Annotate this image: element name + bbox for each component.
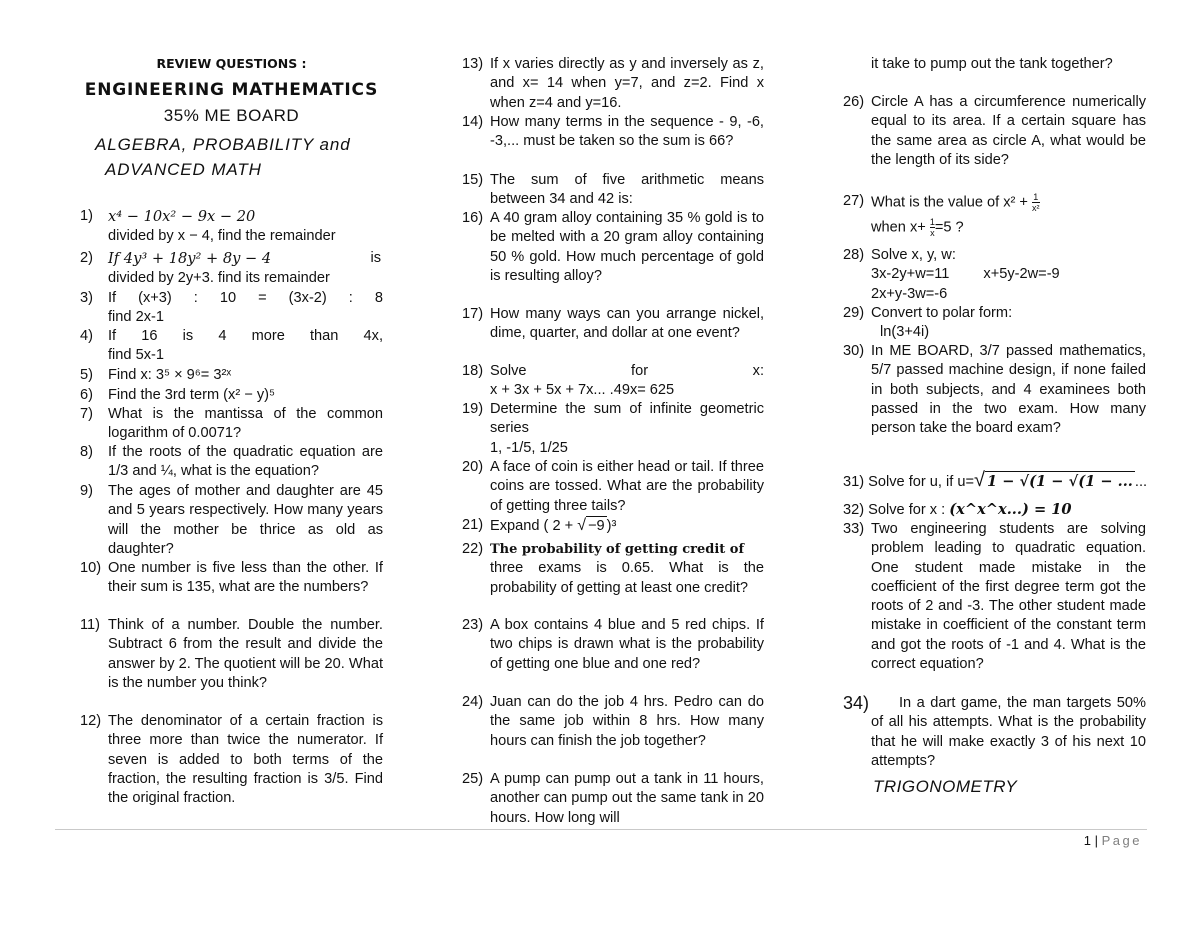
board-subtitle: 35% ME BOARD (163, 106, 300, 125)
question-11 (80, 616, 383, 693)
question-9 (80, 482, 383, 559)
question-21: 21) Expand ( 2 + √ −9 )³ (462, 516, 764, 536)
question-text: )³ (606, 518, 617, 534)
question-text: The ages of mother and daughter are 45 and 5 years respectively. How many years will the mother be thrice as old as daughter? (108, 483, 383, 557)
question-number: 15) (462, 172, 484, 188)
question-math: x⁴ − 10x² − 9x − 20 (108, 208, 256, 225)
question-26 (843, 93, 1146, 170)
question-text: find 2x-1 (108, 309, 164, 326)
question-number: 28) (843, 247, 865, 263)
fraction: $\frac{1}{x}$ (929, 217, 935, 238)
question-number: 3) (80, 290, 93, 306)
question-2 (80, 249, 383, 289)
question-number: 26) (843, 94, 865, 110)
question-text: =5 ? (934, 219, 964, 236)
question-1 (80, 207, 383, 247)
question-text: How many terms in the sequence - 9, -6, -3,... must be taken so the sum is 66? (490, 114, 764, 150)
question-number: 22) (462, 541, 484, 557)
page-number: 1 (1083, 833, 1091, 848)
question-text: In ME BOARD, 3/7 passed mathematics, 5/7 passed machine design, if none failed in both subjects, and 4 examinees both passed in the two exam. How many person take the board exam? (871, 343, 1146, 437)
page-footer (1030, 833, 1142, 848)
question-text: How many ways can you arrange nickel, dime, quarter, and dollar at one event? (490, 306, 764, 342)
question-text: divided by x − 4, find the remainder (108, 228, 336, 245)
question-number: 11) (80, 617, 101, 633)
question-number: 6) (80, 387, 93, 403)
question-number: 23) (462, 617, 484, 633)
question-text: Solve for x: (490, 363, 764, 379)
question-7 (80, 405, 383, 444)
question-25 (462, 770, 764, 828)
question-text: Solve for u, if u= (868, 474, 975, 490)
question-text: The probability of getting credit of (490, 542, 745, 557)
question-text: Circle A has a circumference numerically equal to its area. If a certain square has the same area as circle A, what would be the length of its side? (871, 94, 1146, 168)
question-16 (462, 209, 764, 286)
question-text: it take to pump out the tank together? (871, 56, 1113, 72)
sqrt-radicand: 1 − √(1 − √(1 − ... (987, 473, 1133, 490)
question-text: three exams is 0.65. What is the probability of getting at least one credit? (490, 560, 764, 596)
question-text: Solve x, y, w: (871, 247, 956, 263)
question-text: Think of a number. Double the number. Subtract 6 from the result and divide the answer by 2. The quotient will be 20. What is the number you think? (108, 617, 383, 691)
question-text: The denominator of a certain fraction is three more than twice the numerator. If seven is added to both terms of the fraction, the resulting fraction is 3/5. Find the original fraction. (108, 713, 383, 807)
question-text: Find x: 3⁵ × 9⁶= 3²ˣ (108, 367, 232, 383)
question-text: Convert to polar form: (871, 305, 1013, 321)
question-number: 31) (843, 474, 865, 490)
question-20 (462, 458, 764, 516)
question-text: when x+ (871, 219, 930, 236)
question-number: 17) (462, 306, 484, 322)
topic-heading (95, 132, 351, 182)
question-number: 25) (462, 771, 484, 787)
question-12 (80, 712, 383, 808)
question-number: 20) (462, 459, 484, 475)
question-8 (80, 443, 383, 482)
question-number: 10) (80, 560, 102, 576)
question-number: 18) (462, 363, 484, 379)
equation-2: x+5y-2w=-9 (983, 266, 1060, 283)
question-14 (462, 113, 764, 152)
question-text: A box contains 4 blue and 5 red chips. If two chips is drawn what is the probability of getting one blue and one red? (490, 617, 764, 672)
question-25-continued (843, 55, 1146, 74)
question-number: 2) (80, 250, 93, 266)
topic-line-2: ADVANCED MATH (105, 160, 262, 179)
question-text: ... (1134, 474, 1148, 490)
question-number: 30) (843, 343, 865, 359)
question-text: Determine the sum of infinite geometric series (490, 401, 764, 437)
question-5 (80, 366, 383, 385)
question-30 (843, 342, 1146, 438)
question-33 (843, 520, 1146, 674)
topic-line-1: ALGEBRA, PROBABILITY and (95, 135, 351, 154)
question-number: 4) (80, 328, 93, 344)
question-text: Expand ( 2 + (490, 518, 578, 534)
question-13 (462, 55, 764, 113)
question-math: (x^x^x...) = 10 (949, 501, 1072, 518)
question-number: 24) (462, 694, 484, 710)
question-number: 12) (80, 713, 102, 729)
question-number: 33) (843, 521, 865, 537)
question-number: 16) (462, 210, 484, 226)
question-10 (80, 559, 383, 598)
question-number: 21) (462, 517, 484, 533)
page-label: Page (1101, 833, 1142, 848)
question-text: If (x+3) : 10 = (3x-2) : 8 (108, 290, 383, 306)
question-text: If x varies directly as y and inversely as z, and x= 14 when y=7, and z=2. Find x when z=4 and y=16. (490, 56, 764, 111)
question-15 (462, 171, 764, 210)
question-3 (80, 289, 383, 328)
equation-3: 2x+y-3w=-6 (871, 285, 948, 302)
question-18 (462, 362, 764, 401)
question-text: The sum of five arithmetic means between 34 and 42 is: (490, 172, 764, 208)
question-4 (80, 327, 383, 366)
trigonometry-heading: TRIGONOMETRY (873, 777, 1018, 796)
question-text: find 5x-1 (108, 347, 164, 364)
question-number: 14) (462, 114, 484, 130)
question-number: 27) (843, 193, 865, 209)
question-27 (843, 192, 1146, 238)
question-34 (843, 694, 1146, 771)
question-23 (462, 616, 764, 674)
question-number: 29) (843, 305, 865, 321)
footer-divider (55, 829, 1147, 830)
review-heading: REVIEW QUESTIONS : (156, 56, 307, 71)
question-17 (462, 305, 764, 344)
question-text: What is the mantissa of the common logarithm of 0.0071? (108, 406, 383, 442)
question-text: If 16 is 4 more than 4x, (108, 328, 383, 344)
question-text: If the roots of the quadratic equation are 1/3 and ¼, what is the equation? (108, 444, 383, 480)
question-number: 1) (80, 208, 93, 224)
question-number: 19) (462, 401, 484, 417)
question-text: x + 3x + 5x + 7x... .49x= 625 (490, 382, 675, 399)
fraction: $\frac{1}{\text{x²}}$ (1032, 192, 1040, 213)
question-text: ln(3+4i) (880, 324, 930, 341)
question-text: Find the 3rd term (x² − y)⁵ (108, 387, 276, 403)
question-text: A 40 gram alloy containing 35 % gold is to be melted with a 20 gram alloy containing 50 % gold. How much percentage of gold is resulting alloy? (490, 210, 764, 284)
question-number: 32) (843, 502, 865, 518)
question-text: In a dart game, the man targets 50% of all his attempts. What is the probability that he will make exactly 3 of his next 10 attempts? (871, 695, 1146, 769)
equation-1: 3x-2y+w=11 (871, 266, 950, 283)
question-text: Two engineering students are solving problem leading to quadratic equation. One student made mistake in the coefficient of the first degree term got the roots of 2 and -3. The other student made mistake in coefficient of the constant term and got the roots of -1 and 4. What is the correct equation? (871, 521, 1146, 673)
question-29 (843, 304, 1146, 343)
question-text: A face of coin is either head or tail. If three coins are tossed. What are the probability of getting three tails? (490, 459, 764, 514)
question-number: 13) (462, 56, 484, 72)
question-text: What is the value of x² + (871, 194, 1033, 211)
question-text: is (370, 250, 381, 266)
question-text: A pump can pump out a tank in 11 hours, another can pump out the same tank in 20 hours. How long will (490, 771, 764, 826)
question-19 (462, 400, 764, 458)
question-number: 7) (80, 406, 93, 422)
question-number: 34) (843, 693, 870, 713)
question-6 (80, 386, 383, 405)
subject-title: ENGINEERING MATHEMATICS (84, 80, 379, 100)
question-number: 9) (80, 483, 93, 499)
question-math: If 4y³ + 18y² + 8y − 4 (108, 250, 272, 267)
question-24 (462, 693, 764, 751)
question-text: divided by 2y+3. find its remainder (108, 270, 330, 287)
question-text: 1, -1/5, 1/25 (490, 439, 568, 456)
sqrt-radicand: −9 (586, 516, 607, 536)
question-text: Solve for x : (868, 502, 950, 518)
question-text: Juan can do the job 4 hrs. Pedro can do the same job within 8 hrs. How many hours can finish the job together? (490, 694, 764, 749)
question-text: One number is five less than the other. If their sum is 135, what are the numbers? (108, 560, 383, 596)
footer-separator: | (1094, 833, 1098, 848)
question-22 (462, 540, 764, 598)
question-28 (843, 246, 1146, 304)
question-number: 8) (80, 444, 93, 460)
question-number: 5) (80, 367, 93, 383)
